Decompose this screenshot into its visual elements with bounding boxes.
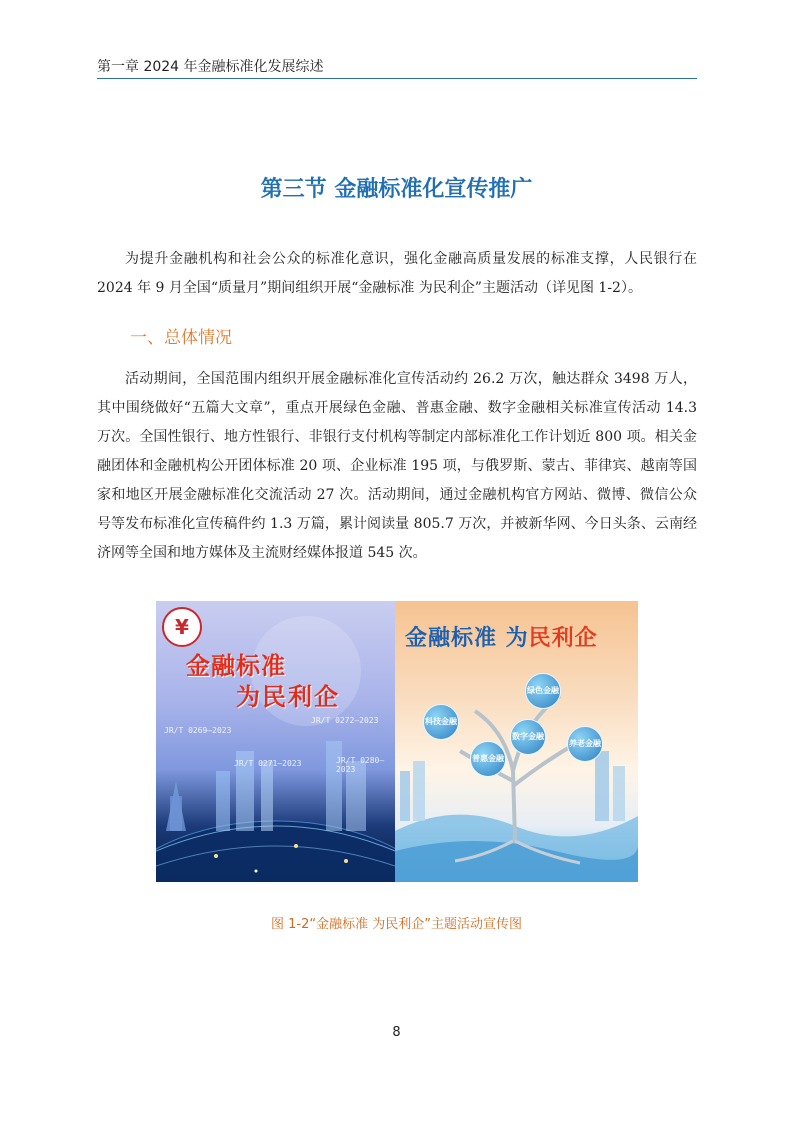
running-header: 第一章 2024 年金融标准化发展综述: [97, 59, 324, 75]
right-promo-image: [395, 601, 638, 882]
intro-paragraph: 为提升金融机构和社会公众的标准化意识，强化金融高质量发展的标准支撑，人民银行在 2024 年 9 月全国“质量月”期间组织开展“金融标准 为民利企”主题活动（详见图 1-2）。: [97, 251, 697, 296]
left-promo-image: [156, 601, 395, 882]
bubble-tech-finance: 科技金融: [423, 704, 459, 740]
bubble-green-finance: 绿色金融: [525, 673, 561, 709]
figure-caption: 图 1-2“金融标准 为民利企”主题活动宣传图: [271, 917, 522, 932]
page-number: 8: [392, 1025, 401, 1040]
bubble-digital-finance: 数字金融: [510, 719, 546, 755]
promo-figure: [156, 601, 638, 882]
standard-label: JR/T 0269—2023: [164, 726, 232, 735]
pboc-logo-icon: ¥: [162, 607, 202, 647]
right-slogan-part2: 民利企: [528, 626, 598, 651]
right-slogan: [405, 621, 598, 652]
standard-label: JR/T 0272—2023: [311, 716, 379, 725]
section-title: 第三节 金融标准化宣传推广: [260, 177, 533, 202]
right-slogan-part1: 金融标准 为: [405, 626, 529, 651]
header-divider: [97, 78, 697, 79]
standard-label: JR/T 0271—2023: [234, 759, 302, 768]
bubble-pension-finance: 养老金融: [567, 726, 603, 762]
subheading: 一、总体情况: [130, 328, 232, 348]
left-slogan-line2: 为民利企: [236, 683, 340, 711]
standard-label: JR/T 0280—2023: [336, 756, 385, 774]
body-paragraph: 活动期间，全国范围内组织开展金融标准化宣传活动约 26.2 万次，触达群众 3498 万人，其中围绕做好“五篇大文章”，重点开展绿色金融、普惠金融、数字金融相关标准宣传活动 14.3 万次。全国性银行、地方性银行、非银行支付机构等制定内部标准化工作计划近 800 项。相关金融团体和金融机构公开团体标准 20 项、企业标准 195 项，与俄罗斯、蒙古、菲律宾、越南等国家和地区开展金融标准化交流活动 27 次。活动期间，通过金融机构官方网站、微博、微信公众号等发布标准化宣传稿件约 1.3 万篇，累计阅读量 805.7 万次，并被新华网、今日头条、云南经济网等全国和地方媒体及主流财经媒体报道 545 次。: [97, 371, 697, 561]
left-slogan-line1: 金融标准: [186, 652, 286, 680]
bubble-inclusive-finance: 普惠金融: [470, 741, 506, 777]
